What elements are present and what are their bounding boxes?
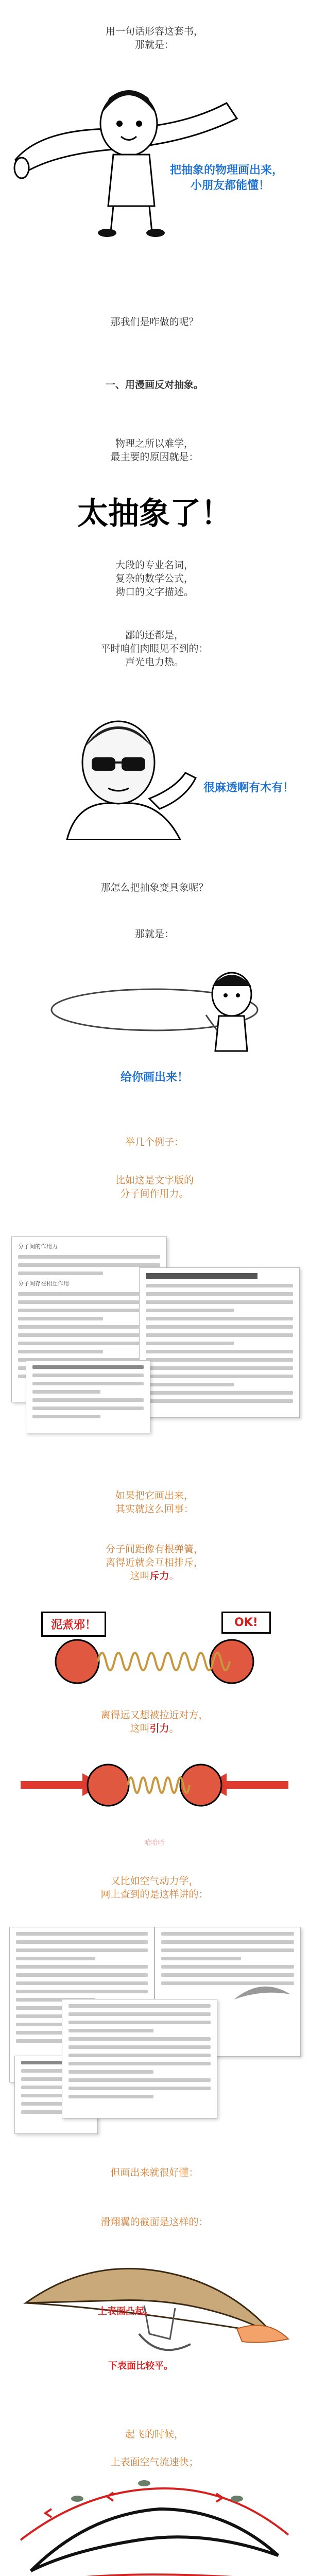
stretched-spring-illustration [15,1752,294,1819]
section2-after-6-line: 离得远又想被拉近对方， [100,1709,209,1721]
sign-left-bubble: 泥煮邪！ [41,1612,106,1637]
section1-para-2 [0,558,309,599]
section1-p8: 声光电力热。 [125,656,184,668]
section2-after-1 [0,1489,309,1516]
sign-right-bubble: OK! [221,1612,271,1634]
section1-p3: 大段的专业名词， [115,560,194,571]
section2-after-4-line: 离得近就会互相排斥， [105,1557,203,1568]
section2-after-3-line: 分子间距像有根弹簧， [105,1544,203,1555]
section1-p2: 最主要的原因就是： [110,451,199,463]
intro-callout-line-1: 把抽象的物理画出来， [170,164,284,177]
section2-attract-suffix: 。 [169,1723,179,1734]
section2-after-3 [0,1708,309,1735]
lasso-kid-illustration [21,953,288,1072]
section1-callout: 很麻透啊有木有！ [203,782,295,794]
section2-lead-2 [0,1174,309,1200]
cartoon-kid-with-tube [10,67,299,237]
section1-answer: 那就是： [134,928,174,940]
intro-callout [170,163,283,194]
section1-p6: 鄙的还都是， [125,630,184,641]
section1-p7: 平时咱们肉眼见不到的： [100,643,209,654]
section2-after-7-line [0,1722,309,1735]
section2-after-5-line [0,1569,309,1583]
textbook-page-right [139,1267,300,1418]
section3-lead [0,1874,309,1901]
section3-l5: 起飞的时候， [125,2429,184,2440]
section2-lead-3-line: 分子间作用力。 [120,1188,189,1199]
textbook-page-overlay [26,1360,150,1433]
section1-p5: 拗口的文字描述。 [115,586,194,598]
section3-l6: 上表面空气流速快； [110,2456,199,2468]
intro-line-2: 那就是： [134,39,174,50]
aero-diagram-icon [231,1974,293,2010]
section1-p1: 物理之所以难学， [115,438,194,449]
section2-after-2-line: 其实就这么回事： [115,1503,194,1515]
textbook-left-heading: 分子间的作用力 [18,1243,58,1250]
wing-label-top: 上表面凸起。 [98,2306,153,2317]
section1-big-title: 太抽象了！ [77,496,232,532]
section2-attract-prefix: 这叫 [130,1723,150,1734]
compressed-spring-illustration [46,1633,263,1690]
section1-question-2: 那怎么把抽象变具象呢？ [100,882,209,893]
sunglasses-man-illustration [57,711,221,840]
section2-lead-1: 举几个例子： [125,1137,184,1148]
intro-line-1: 用一句话形容这套书， [105,26,203,37]
glider-wing-illustration [15,2257,294,2370]
wing-label-bottom: 下表面比较平。 [108,2361,173,2371]
section2-repel-term: 斥力 [149,1570,169,1582]
intro-callout-line-2: 小朋友都能懂！ [191,179,270,192]
aero-page-center [62,1999,217,2119]
section3-l2: 网上查到的是这样讲的： [100,1889,209,1900]
section1-heading: 一、用漫画反对抽象。 [105,379,203,391]
section3-l1: 又比如空气动力学， [110,1875,199,1887]
section1-para-3 [0,629,309,669]
textbook-left-subheading: 分子间存在相互作用 [18,1280,69,1287]
section1-callout-2: 给你画出来！ [120,1071,188,1084]
section2-attract-term: 引力 [149,1723,169,1734]
section2-after-2 [0,1543,309,1583]
airflow-diagram-1 [10,2478,299,2576]
section3-l3: 但画出来就很好懂： [110,2167,199,2178]
section2-repel-suffix: 。 [169,1570,179,1582]
section2-lead-2-line: 比如这是文字版的 [115,1175,194,1186]
section2-repel-prefix: 这叫 [130,1570,150,1582]
section2-after-1-line: 如果把它画出来， [115,1490,194,1501]
section3-l4: 滑翔翼的截面是这样的： [100,2216,209,2228]
intro-text [0,25,309,52]
section1-p4: 复杂的数学公式， [115,573,194,584]
divider-watermark-1: 哈哈哈 [144,1839,165,1847]
section1-question: 那我们是咋做的呢？ [110,316,199,328]
section1-para-1 [0,437,309,464]
